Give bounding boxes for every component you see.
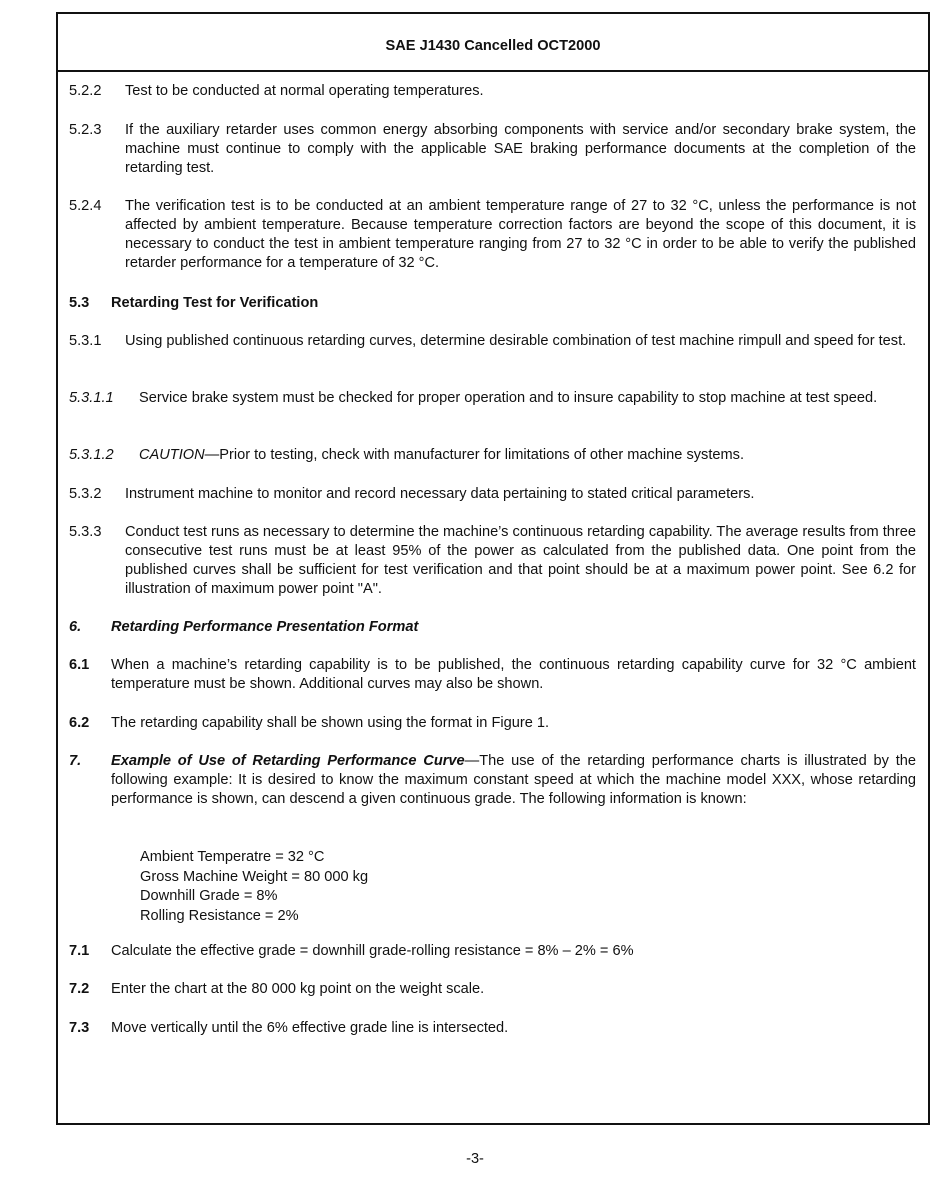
section-5-2-2 xyxy=(69,82,916,101)
section-6-1 xyxy=(69,656,916,694)
section-number: 6. xyxy=(69,619,82,635)
section-number: 5.2.3 xyxy=(69,122,102,138)
section-number: 5.3.3 xyxy=(69,524,102,540)
document-title: SAE J1430 Cancelled OCT2000 xyxy=(385,38,601,54)
caution-label: CAUTION xyxy=(139,447,205,463)
section-text: When a machine’s retarding capability is to be published, the continuous retarding capability curve for 32 °C ambient temperature must be shown. Additional curves may also be shown. xyxy=(111,657,916,692)
section-number: 5.3 xyxy=(69,295,90,311)
section-7-2 xyxy=(69,980,916,999)
section-text-wrap xyxy=(111,752,916,809)
section-5-2-3 xyxy=(69,121,916,178)
section-number: 5.2.4 xyxy=(69,198,102,214)
section-text: The verification test is to be conducted at an ambient temperature range of 27 to 32 °C, unless the performance is not affected by ambient temperature. Because temperature correction factors are beyond the scope of this document, it is necessary to conduct the test in ambient temperature ranging from 27 to 32 °C in order to be able to verify the published retarder performance for a temperature of 32 °C. xyxy=(125,198,916,271)
section-number: 5.3.1 xyxy=(69,333,102,349)
section-number: 5.3.1.1 xyxy=(69,390,114,406)
section-6-heading xyxy=(69,618,916,637)
section-5-2-4 xyxy=(69,197,916,273)
section-7 xyxy=(69,752,916,809)
section-number: 5.3.2 xyxy=(69,486,102,502)
section-5-3-3 xyxy=(69,523,916,599)
section-number: 7.3 xyxy=(69,1020,90,1036)
section-text-wrap xyxy=(139,446,916,465)
section-text: Instrument machine to monitor and record necessary data pertaining to stated critical parameters. xyxy=(125,486,755,502)
section-7-3 xyxy=(69,1019,916,1038)
section-number: 6.2 xyxy=(69,715,90,731)
section-number: 7. xyxy=(69,753,82,769)
section-text: The retarding capability shall be shown using the format in Figure 1. xyxy=(111,715,550,731)
section-5-3-1-1 xyxy=(69,389,916,408)
section-number: 5.2.2 xyxy=(69,83,102,99)
known-values-list xyxy=(140,848,368,926)
section-text: —Prior to testing, check with manufacturer for limitations of other machine systems. xyxy=(204,447,745,463)
section-number: 7.2 xyxy=(69,981,90,997)
section-text: Move vertically until the 6% effective grade line is intersected. xyxy=(111,1020,509,1036)
page-header xyxy=(58,14,928,72)
section-text: Using published continuous retarding curves, determine desirable combination of test machine rimpull and speed for test. xyxy=(125,333,907,349)
known-value: Rolling Resistance = 2% xyxy=(140,907,299,924)
section-7-1 xyxy=(69,942,916,961)
known-value: Gross Machine Weight = 80 000 kg xyxy=(140,868,369,885)
section-text: Conduct test runs as necessary to determine the machine’s continuous retarding capability. The average results from three consecutive test runs must be at least 95% of the power as calculated from the published data. One point from the published curves shall be sufficient for test verification and that point should be at a maximum power point. See 6.2 for illustration of maximum power point "A". xyxy=(125,524,916,597)
section-heading: Retarding Performance Presentation Format xyxy=(111,619,419,635)
section-text: Service brake system must be checked for proper operation and to insure capability to stop machine at test speed. xyxy=(139,390,878,406)
section-6-2 xyxy=(69,714,916,733)
section-text: Calculate the effective grade = downhill grade-rolling resistance = 8% – 2% = 6% xyxy=(111,943,634,959)
section-text: —The use of the retarding performance charts is illustrated by the following example: It is desired to know the maximum constant speed at which the machine model XXX, whose retarding performance is shown, can descend a given continuous grade. The following information is known: xyxy=(111,753,916,807)
known-value: Downhill Grade = 8% xyxy=(140,888,278,904)
section-number: 7.1 xyxy=(69,943,90,959)
section-number: 6.1 xyxy=(69,657,90,673)
section-text: Enter the chart at the 80 000 kg point on the weight scale. xyxy=(111,981,485,997)
section-5-3-heading xyxy=(69,294,916,313)
section-5-3-1 xyxy=(69,332,916,351)
page-number: -3- xyxy=(466,1151,484,1167)
section-5-3-2 xyxy=(69,485,916,504)
section-heading: Retarding Test for Verification xyxy=(111,295,319,311)
page-frame xyxy=(56,12,930,1125)
section-number: 5.3.1.2 xyxy=(69,447,114,463)
known-value: Ambient Temperatre = 32 °C xyxy=(140,849,325,865)
section-text: Test to be conducted at normal operating temperatures. xyxy=(125,83,484,99)
section-heading: Example of Use of Retarding Performance Curve xyxy=(111,753,465,769)
section-text: If the auxiliary retarder uses common energy absorbing components with service and/or secondary brake system, the machine must continue to comply with the applicable SAE braking performance documents at the completion of the retarding test. xyxy=(125,122,916,176)
section-5-3-1-2 xyxy=(69,446,916,465)
